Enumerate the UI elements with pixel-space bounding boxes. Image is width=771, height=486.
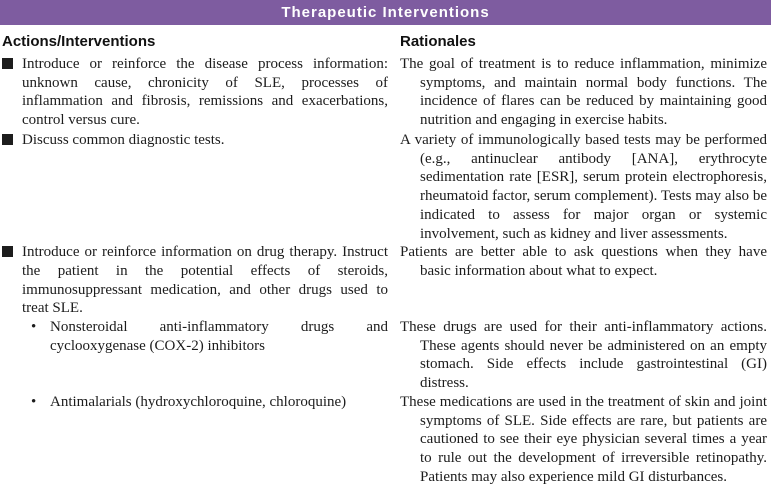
title-bar bbox=[0, 0, 771, 25]
rationale-cell bbox=[400, 55, 767, 130]
actions-cell bbox=[2, 393, 388, 412]
actions-cell bbox=[2, 131, 388, 150]
column-header-actions: Actions/Interventions bbox=[2, 33, 156, 50]
action-text: Nonsteroidal anti-inflammatory drugs and cyclooxygenase (COX-2) inhibitors bbox=[50, 319, 388, 354]
action-item bbox=[2, 131, 388, 150]
square-bullet-icon bbox=[2, 58, 13, 69]
rationale-text: These medications are used in the treatment of skin and joint symptoms of SLE. Side effects are rare, but patients are cautioned to see their eye physician several times a year to rule out the development of irreversible retinopathy. Patients may also experience mild GI disturbances. bbox=[400, 393, 767, 485]
rationale-cell bbox=[400, 243, 767, 280]
page-title: Therapeutic Interventions bbox=[281, 4, 490, 21]
dot-bullet-icon: • bbox=[31, 393, 37, 410]
action-item bbox=[2, 243, 388, 318]
table-row bbox=[0, 55, 771, 131]
dot-bullet-icon: • bbox=[31, 319, 37, 336]
actions-cell bbox=[2, 243, 388, 318]
column-headers bbox=[0, 33, 771, 50]
rationale-cell bbox=[400, 131, 767, 243]
actions-cell bbox=[2, 55, 388, 130]
table-row bbox=[0, 243, 771, 318]
column-header-rationales: Rationales bbox=[400, 33, 476, 50]
rationale-text: These drugs are used for their anti-inflammatory actions. These agents should never be administered on an empty stomach. Side effects include gastrointestinal (GI) distress. bbox=[400, 319, 767, 392]
action-sub-item bbox=[2, 318, 388, 355]
rationale-cell bbox=[400, 318, 767, 393]
table-row bbox=[0, 318, 771, 393]
action-item bbox=[2, 55, 388, 130]
action-text: Introduce or reinforce information on drug therapy. Instruct the patient in the potential effects of steroids, immunosuppressant medication, and other drugs used to treat SLE. bbox=[22, 244, 388, 317]
action-text: Introduce or reinforce the disease process information: unknown cause, chronicity of SLE, processes of inflammation and fibrosis, remissions and exacerbations, control versus cure. bbox=[22, 56, 388, 129]
rationale-text: The goal of treatment is to reduce inflammation, minimize symptoms, and maintain normal body functions. The incidence of flares can be reduced by maintaining good nutrition and engaging in exercise habits. bbox=[400, 56, 767, 129]
square-bullet-icon bbox=[2, 246, 13, 257]
rationale-cell bbox=[400, 393, 767, 486]
actions-cell bbox=[2, 318, 388, 355]
rationale-text: Patients are better able to ask questions when they have basic information about what to expect. bbox=[400, 244, 767, 279]
action-text: Antimalarials (hydroxychloroquine, chloroquine) bbox=[50, 393, 347, 410]
action-text: Discuss common diagnostic tests. bbox=[22, 132, 225, 148]
table-row bbox=[0, 393, 771, 486]
table-row bbox=[0, 131, 771, 243]
action-sub-item bbox=[2, 393, 388, 412]
square-bullet-icon bbox=[2, 134, 13, 145]
rationale-text: A variety of immunologically based tests may be performed (e.g., antinuclear antibody [ANA], erythrocyte sedimentation rate [ESR], serum protein electrophoresis, rheumatoid factor, serum complement). Tests may also be indicated to assess for major organ or systemic involvement, such as kidney and liver assessments. bbox=[400, 132, 767, 242]
